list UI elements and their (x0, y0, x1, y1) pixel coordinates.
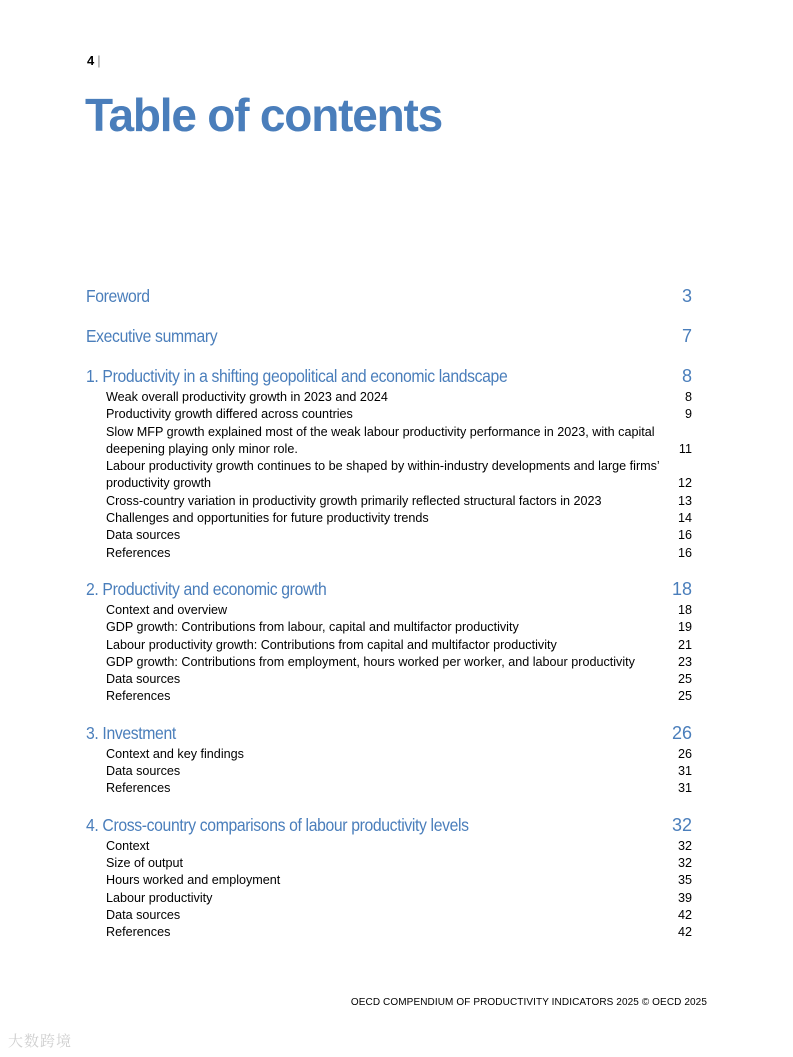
toc-entry-page: 18 (677, 602, 692, 617)
toc-entry[interactable] (86, 389, 692, 406)
toc-chapter-link[interactable] (86, 812, 692, 838)
toc-chapter-title: 4. Cross-country comparisons of labour productivity levels (86, 814, 469, 835)
toc-chapter-link[interactable] (86, 283, 692, 309)
toc-entry-title: Slow MFP growth explained most of the weak labour productivity performance in 2023, with capital deepening playing only minor role. (106, 424, 655, 456)
toc-entry-page: 16 (677, 545, 692, 560)
toc-chapter (86, 323, 692, 349)
toc-entry[interactable] (86, 924, 692, 941)
toc-entry-page: 11 (678, 441, 692, 456)
toc-entry-title: Labour productivity (106, 890, 213, 905)
toc-chapter-title: 3. Investment (86, 722, 176, 743)
toc-entry[interactable] (86, 458, 692, 493)
toc-entry[interactable] (86, 545, 692, 562)
toc-chapter-title: 2. Productivity and economic growth (86, 578, 327, 599)
toc-entry-title: Data sources (106, 672, 181, 687)
toc-entry-title: GDP growth: Contributions from labour, capital and multifactor productivity (106, 620, 519, 635)
toc-entry-title: References (106, 781, 171, 796)
toc-entry-title: GDP growth: Contributions from employment, hours worked per worker, and labour productivity (106, 654, 635, 669)
toc-entry-page: 13 (677, 493, 692, 508)
toc-chapter (86, 812, 692, 942)
toc-entry[interactable] (86, 527, 692, 544)
toc-entry-page: 42 (677, 925, 692, 940)
page-number-value: 4 (87, 53, 95, 68)
toc-entry-title: Challenges and opportunities for future productivity trends (106, 511, 429, 526)
toc-entry-page: 9 (684, 407, 692, 422)
toc-entry-title: Weak overall productivity growth in 2023 and 2024 (106, 390, 388, 404)
toc-entry-page: 25 (677, 689, 692, 704)
toc-entry-page: 16 (677, 528, 692, 543)
toc-chapter-page: 26 (671, 722, 692, 743)
toc-entry-title: Context and key findings (106, 746, 244, 761)
toc-chapter-page: 8 (681, 366, 692, 386)
toc-chapter-link[interactable] (86, 363, 692, 389)
toc-entry-title: Hours worked and employment (106, 873, 281, 888)
page-title: Table of contents (85, 89, 442, 141)
toc-entry[interactable] (86, 872, 692, 889)
toc-entry[interactable] (86, 654, 692, 671)
toc-entry-title: References (106, 545, 171, 560)
toc-entry[interactable] (86, 688, 692, 705)
toc-chapter-title: 1. Productivity in a shifting geopolitical and economic landscape (86, 366, 508, 386)
toc-entry[interactable] (86, 619, 692, 636)
toc-entry-page: 14 (677, 511, 692, 526)
toc-entry-title: References (106, 689, 171, 704)
toc-entry[interactable] (86, 510, 692, 527)
toc-entry-page: 39 (677, 890, 692, 905)
toc-entry-page: 21 (677, 637, 692, 652)
toc-entry-page: 31 (677, 764, 692, 779)
toc-chapter-page: 3 (681, 286, 692, 306)
toc-chapter (86, 283, 692, 309)
toc-entry-title: Size of output (106, 855, 184, 870)
watermark-logo: 大数跨境 (8, 1033, 73, 1050)
toc-chapter-page: 18 (671, 578, 692, 599)
toc-entry[interactable] (86, 424, 692, 459)
toc-entry-page: 25 (677, 672, 692, 687)
toc-entry-title: Context (106, 838, 150, 853)
toc-chapter-page: 32 (671, 814, 692, 835)
footer-text: OECD COMPENDIUM OF PRODUCTIVITY INDICATORS 2025 © OECD 2025 (350, 997, 707, 1008)
toc-entry[interactable] (86, 907, 692, 924)
toc-entry-page: 26 (677, 746, 692, 761)
toc-entry-title: Cross-country variation in productivity growth primarily reflected structural factors in 2023 (106, 493, 602, 508)
toc-chapter-title: Foreword (86, 286, 150, 306)
toc-entry-page: 32 (677, 855, 692, 870)
toc-chapter (86, 576, 692, 706)
toc-entry[interactable] (86, 763, 692, 780)
toc-entry-title: Data sources (106, 528, 181, 543)
toc-entry-page: 8 (684, 390, 692, 404)
page-number-separator: | (97, 53, 101, 68)
toc-entry-page: 19 (677, 620, 692, 635)
toc-entry[interactable] (86, 406, 692, 423)
toc-chapter (86, 363, 692, 562)
toc-entry-page: 23 (677, 654, 692, 669)
toc-entry-title: Context and overview (106, 602, 228, 617)
toc-entry-title: References (106, 925, 171, 940)
toc-entry[interactable] (86, 838, 692, 855)
toc-entry-page: 35 (677, 873, 692, 888)
toc-entry[interactable] (86, 780, 692, 797)
page-number (87, 53, 101, 68)
toc-entry-page: 42 (677, 907, 692, 922)
toc-entry[interactable] (86, 671, 692, 688)
toc-entry-page: 12 (677, 476, 692, 491)
toc-entry-title: Labour productivity growth: Contributions from capital and multifactor productivity (106, 637, 557, 652)
toc-chapter-link[interactable] (86, 720, 692, 746)
toc-chapter-link[interactable] (86, 323, 692, 349)
toc-chapter (86, 720, 692, 798)
toc-entry-title: Labour productivity growth continues to be shaped by within-industry developments and large firms’ productivity growth (106, 459, 660, 491)
toc-entry-page: 32 (677, 838, 692, 853)
toc-chapter-link[interactable] (86, 576, 692, 602)
toc-entry-title: Data sources (106, 764, 181, 779)
toc-entry[interactable] (86, 746, 692, 763)
toc-entry[interactable] (86, 890, 692, 907)
toc-entry-title: Data sources (106, 907, 181, 922)
toc-entry[interactable] (86, 637, 692, 654)
toc-entry-title: Productivity growth differed across countries (106, 407, 353, 422)
toc-chapter-page: 7 (681, 326, 692, 346)
toc-entry[interactable] (86, 602, 692, 619)
toc-chapter-title: Executive summary (86, 326, 218, 346)
toc-entry-page: 31 (677, 781, 692, 796)
table-of-contents (86, 283, 692, 955)
toc-entry[interactable] (86, 493, 692, 510)
toc-entry[interactable] (86, 855, 692, 872)
